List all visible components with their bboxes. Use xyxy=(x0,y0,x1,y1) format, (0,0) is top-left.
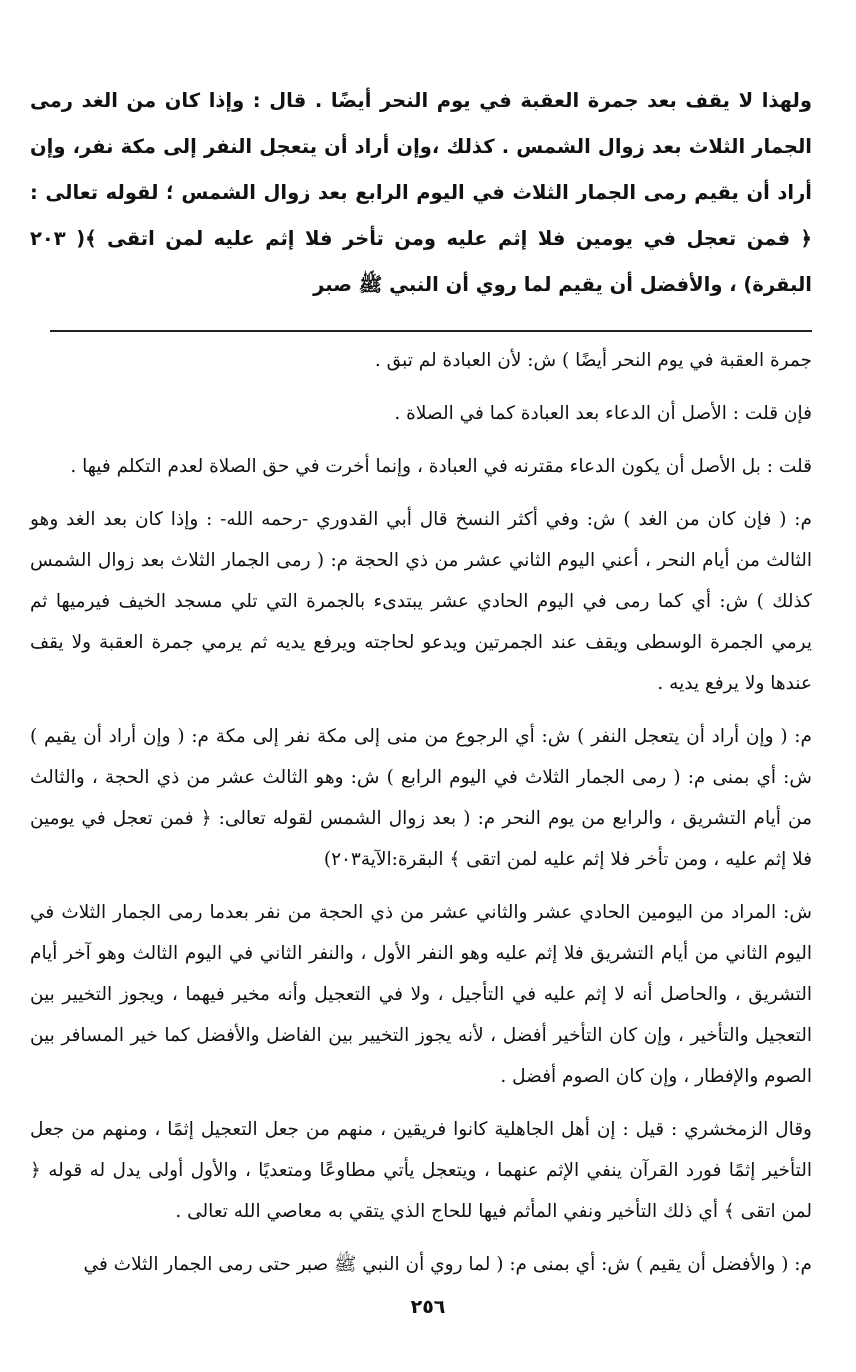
separator-line xyxy=(50,330,812,332)
commentary-paragraph: قلت : بل الأصل أن يكون الدعاء مقترنه في العبادة ، وإنما أخرت في حق الصلاة لعدم التكلم فيها . xyxy=(70,456,812,477)
page-number: ٢٥٦ xyxy=(410,1296,446,1318)
commentary-paragraph: م: ( وإن أراد أن يتعجل النفر ) ش: أي الرجوع من منى إلى مكة نفر إلى مكة م: ( وإن أراد أن يقيم ) ش: أي بمنى م: ( رمى الجمار الثلاث في اليوم الرابع ) ش: وهو الثالث عشر من ذي الحجة ، والثالث من أيام التشريق ، والرابع من يوم النحر م: ( بعد زوال الشمس لقوله تعالى: ﴿ فمن تعجل في يومين فلا إثم عليه ، ومن تأخر فلا إثم عليه لمن اتقى ﴾ البقرة:الآية٢٠٣) xyxy=(30,726,812,870)
book-page xyxy=(30,78,812,1372)
commentary-paragraph: ش: المراد من اليومين الحادي عشر والثاني عشر من ذي الحجة من نفر بعدما رمى الجمار الثلاث في اليوم الثاني من أيام التشريق فلا إثم عليه وهو النفر الأول ، والنفر الثاني في اليوم الثالث وهو آخر أيام التشريق ، والحاصل أنه لا إثم عليه في التأجيل ، ولا في التعجيل وأنه مخير فيهما ، ويجوز التخيير بين التعجيل والتأخير ، وإن كان التأخير أفضل ، لأنه يجوز التخيير بين الفاضل والأفضل كما خير المسافر بين الصوم والإفطار ، وإن كان الصوم أفضل . xyxy=(30,902,813,1087)
commentary-paragraph: جمرة العقبة في يوم النحر أيضًا ) ش: لأن العبادة لم تبق . xyxy=(374,350,812,371)
commentary-paragraph: وقال الزمخشري : قيل : إن أهل الجاهلية كانوا فريقين ، منهم من جعل التعجيل إثمًا ، ومنهم من جعل التأخير إثمًا فورد القرآن ينفي الإثم عنهما ، ويتعجل يأتي مطاوعًا ومتعديًا ، والأول أولى يدل له قوله ﴿ لمن اتقى ﴾ أي ذلك التأخير ونفي المأثم فيها للحاج الذي يتقي به معاصي الله تعالى . xyxy=(30,1119,812,1222)
commentary-paragraph: فإن قلت : الأصل أن الدعاء بعد العبادة كما في الصلاة . xyxy=(394,403,812,424)
commentary-paragraph: م: ( فإن كان من الغد ) ش: وفي أكثر النسخ قال أبي القدوري -رحمه الله- : وإذا كان بعد الغد وهو الثالث من أيام النحر ، أعني اليوم الثاني عشر من ذي الحجة م: ( رمى الجمار الثلاث بعد زوال الشمس كذلك ) ش: أي كما رمى في اليوم الحادي عشر يبتدىء بالجمرة التي تلي مسجد الخيف فيرميها ثم يرمي الجمرة الوسطى ويقف عند الجمرتين ويدعو لحاجته ويرفع يديه ثم يرمي جمرة العقبة ولا يقف عندها ولا يرفع يديه . xyxy=(30,509,812,694)
matn-text: ولهذا لا يقف بعد جمرة العقبة في يوم النحر أيضًا . قال : وإذا كان من الغد رمى الجمار الثلاث بعد زوال الشمس . كذلك ،وإن أراد أن يتعجل النفر إلى مكة نفر، وإن أراد أن يقيم رمى الجمار الثلاث في اليوم الرابع بعد زوال الشمس ؛ لقوله تعالى : ﴿ فمن تعجل في يومين فلا إثم عليه ومن تأخر فلا إثم عليه لمن اتقى ﴾( ٢٠٣ البقرة) ، والأفضل أن يقيم لما روي أن النبي ﷺ صبر xyxy=(30,89,812,296)
commentary-paragraph: م: ( والأفضل أن يقيم ) ش: أي بمنى م: ( لما روي أن النبي ﷺ صبر حتى رمى الجمار الثلاث في xyxy=(83,1254,812,1275)
